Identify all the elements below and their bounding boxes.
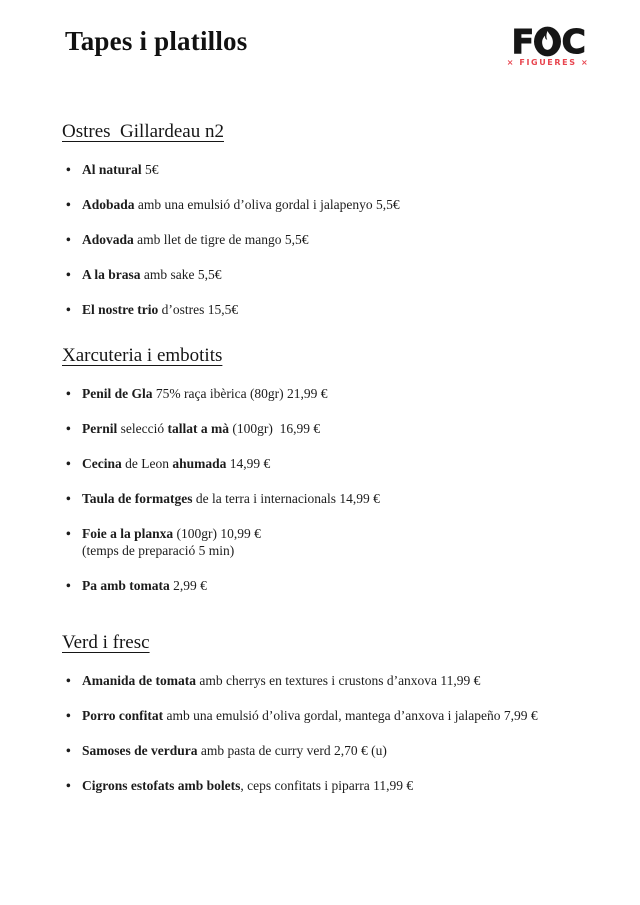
item-name: ahumada [172,456,227,471]
item-name: El nostre trio [82,302,159,317]
menu-item [62,455,610,472]
item-detail: de Leon [121,456,173,471]
item-detail: amb una emulsió d’oliva gordal i jalapenyo 5,5€ [134,197,400,212]
section-items [62,672,610,794]
item-detail: amb cherrys en textures i crustons d’anxova 11,99 € [196,673,481,688]
menu-item [62,707,610,724]
item-detail: 2,99 € [169,578,207,593]
menu-item [62,777,610,794]
item-name: Taula de formatges [82,491,193,506]
item-detail: , ceps confitats i piparra 11,99 € [240,778,414,793]
item-detail: d’ostres 15,5€ [158,302,239,317]
item-name: Porro confitat [82,708,164,723]
menu-item [62,672,610,689]
item-detail: amb llet de tigre de mango 5,5€ [133,232,309,247]
item-name: Samoses de verdura [82,743,198,758]
menu-item [62,196,610,213]
item-name: Pa amb tomata [82,578,170,593]
item-name: Al natural [82,162,142,177]
item-name: Amanida de tomata [82,673,196,688]
menu-section [62,631,610,794]
item-detail: de la terra i internacionals 14,99 € [192,491,380,506]
item-name: Cigrons estofats amb bolets [82,778,241,793]
item-note: (temps de preparació 5 min) [82,543,235,558]
item-detail: amb sake 5,5€ [140,267,222,282]
menu-item [62,385,610,402]
item-name: Adobada [82,197,135,212]
menu-item [62,525,610,559]
menu-item [62,161,610,178]
item-name: Adovada [82,232,134,247]
item-name: Foie a la planxa [82,526,174,541]
menu-item [62,266,610,283]
menu-item [62,301,610,318]
item-detail: (100gr) 16,99 € [228,421,321,436]
menu-item [62,742,610,759]
section-heading: Ostres Gillardeau n2 [62,121,224,142]
menu-item [62,577,610,594]
item-name: A la brasa [82,267,141,282]
menu-item [62,231,610,248]
item-name: Pernil [82,421,118,436]
section-items [62,161,610,318]
menu-item [62,420,610,437]
menu-section [62,344,610,594]
item-detail: 5€ [141,162,159,177]
item-detail: (100gr) 10,99 € [173,526,261,541]
item-detail: amb una emulsió d’oliva gordal, mantega d’anxova i jalapeño 7,99 € [163,708,538,723]
item-name: tallat a mà [167,421,229,436]
item-detail: selecció [117,421,168,436]
logo-letter-c: C [561,21,585,61]
page-title: Tapes i platillos [65,26,248,56]
item-detail: 14,99 € [226,456,271,471]
item-name: Penil de Gla [82,386,153,401]
logo-letter-f: F [511,21,533,61]
menu-item [62,490,610,507]
section-items [62,385,610,594]
item-detail: 75% raça ibèrica (80gr) 21,99 € [152,386,328,401]
menu-section [62,120,610,318]
logo-tagline: × FIGUERES × [506,58,590,67]
item-detail: amb pasta de curry verd 2,70 € (u) [197,743,387,758]
section-heading: Xarcuteria i embotits [62,345,223,366]
section-heading: Verd i fresc [62,632,150,653]
item-name: Cecina [82,456,122,471]
